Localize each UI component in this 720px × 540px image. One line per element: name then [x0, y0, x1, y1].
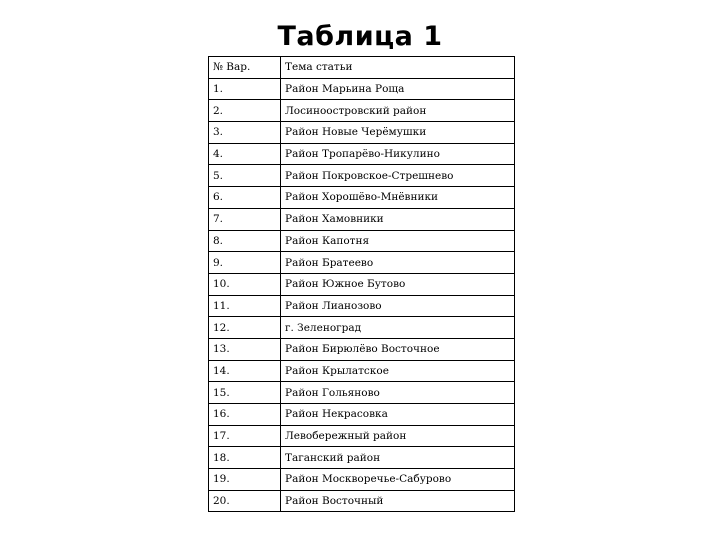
row-topic: Район Некрасовка	[281, 404, 515, 426]
table-row	[209, 143, 515, 165]
row-number: 2.	[209, 100, 281, 122]
row-number: 17.	[209, 425, 281, 447]
row-topic: г. Зеленоград	[281, 317, 515, 339]
table-row	[209, 490, 515, 512]
table-row	[209, 295, 515, 317]
table-row	[209, 208, 515, 230]
row-topic: Район Покровское-Стрешнево	[281, 165, 515, 187]
table-body	[209, 57, 515, 512]
row-topic: Район Лианозово	[281, 295, 515, 317]
row-number: 10.	[209, 273, 281, 295]
row-number: 4.	[209, 143, 281, 165]
row-number: 5.	[209, 165, 281, 187]
row-topic: Район Москворечье-Сабурово	[281, 469, 515, 491]
table-row	[209, 317, 515, 339]
table-row	[209, 447, 515, 469]
table-row	[209, 187, 515, 209]
table-row	[209, 122, 515, 144]
row-number: 20.	[209, 490, 281, 512]
row-topic: Район Бирюлёво Восточное	[281, 338, 515, 360]
table-row	[209, 404, 515, 426]
table-row	[209, 273, 515, 295]
row-topic: Район Восточный	[281, 490, 515, 512]
row-number: 19.	[209, 469, 281, 491]
row-topic: Район Марьина Роща	[281, 78, 515, 100]
table-row	[209, 100, 515, 122]
row-number: 6.	[209, 187, 281, 209]
row-number: 16.	[209, 404, 281, 426]
row-topic: Район Капотня	[281, 230, 515, 252]
table-row	[209, 165, 515, 187]
row-number: 12.	[209, 317, 281, 339]
row-topic: Район Хамовники	[281, 208, 515, 230]
row-topic: Район Братеево	[281, 252, 515, 274]
table-row	[209, 252, 515, 274]
row-topic: Район Крылатское	[281, 360, 515, 382]
row-number: 9.	[209, 252, 281, 274]
header-topic: Тема статьи	[281, 57, 515, 79]
row-topic: Район Гольяново	[281, 382, 515, 404]
row-topic: Таганский район	[281, 447, 515, 469]
table-row	[209, 338, 515, 360]
row-number: 7.	[209, 208, 281, 230]
table-row	[209, 382, 515, 404]
table-header-row	[209, 57, 515, 79]
row-number: 1.	[209, 78, 281, 100]
row-topic: Лосиноостровский район	[281, 100, 515, 122]
row-topic: Район Новые Черёмушки	[281, 122, 515, 144]
table-row	[209, 425, 515, 447]
topics-table	[208, 56, 515, 512]
row-topic: Левобережный район	[281, 425, 515, 447]
table-row	[209, 360, 515, 382]
row-topic: Район Южное Бутово	[281, 273, 515, 295]
row-topic: Район Тропарёво-Никулино	[281, 143, 515, 165]
row-number: 13.	[209, 338, 281, 360]
row-number: 18.	[209, 447, 281, 469]
table-row	[209, 469, 515, 491]
row-topic: Район Хорошёво-Мнёвники	[281, 187, 515, 209]
row-number: 8.	[209, 230, 281, 252]
table-row	[209, 230, 515, 252]
row-number: 11.	[209, 295, 281, 317]
row-number: 14.	[209, 360, 281, 382]
row-number: 3.	[209, 122, 281, 144]
table-row	[209, 78, 515, 100]
page-title: Таблица 1	[277, 21, 443, 52]
row-number: 15.	[209, 382, 281, 404]
header-number: № Вар.	[209, 57, 281, 79]
